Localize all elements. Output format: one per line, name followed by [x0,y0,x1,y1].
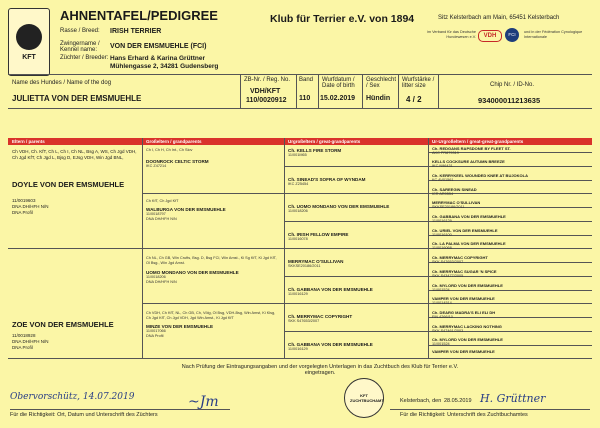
gp4-reg: 11/0017066 [146,329,166,333]
sire-dna-profile: DNA Profil [12,210,33,215]
litter-value: 4 / 2 [406,95,422,104]
registry-caption: Für die Richtigkeit: Unterschrift des Zuchtbuchamtes [400,412,528,418]
chip-value: 934000011213635 [478,96,541,105]
fci-membership: und in der Fédération Cynologique Internationale [524,30,583,39]
registry-signature: H. Grüttner [480,392,546,405]
gp3-dna: DNA DH/HFH N/N [146,280,177,284]
gggp-6: Ch. GABBANA VON DER EMSMUEHLE 11/0016129 [432,214,506,223]
band-value: 110 [299,95,311,102]
kennel-value: VON DER EMSMUEHLE (FCI) [110,43,207,50]
registry-date: 28.05.2019 [444,398,472,404]
ggp-6: Ch. GABBANA VON DER EMSMUEHLE 11/0016129 [288,287,373,296]
terrier-emblem-icon [16,24,42,50]
document-title: AHNENTAFEL/PEDIGREE [60,8,218,23]
gggp-16: VAMPER VON DER EMSMUEHLE [432,349,495,354]
chip-label: Chip Nr. / ID-No. [490,82,535,88]
breed-label: Rasse / Breed: [60,28,100,34]
gggp-2: KELLS COCKSURE AUTUMN BREEZE IKC N96431 [432,159,505,168]
litter-label: Wurfstärke / litter size [402,77,435,89]
stamp-text: KFT ZUCHTBUCHAMT [350,393,384,403]
logo-text: KFT [22,53,36,61]
dam-dna-profile: DNA Profil [12,345,33,350]
dam-reg: 11/0018928 [12,333,36,338]
ggp-3: Ch. UOMO MONDANO VON DER EMSMUEHLE 11/0018206 [288,204,390,213]
sire-reg: 11/0019603 [12,198,36,203]
gggp-10: Ch. MERRYMAC SUGAR 'N SPICE SKK S43477/2005 [432,269,497,278]
breeder-caption: Für die Richtigkeit: Ort, Datum und Unterschrift des Züchters [10,412,158,418]
club-logo [8,8,50,76]
col-grandparents: Großeltern / grandparents [146,139,202,144]
dam-name: ZOE VON DER EMSMUEHLE [12,320,114,329]
gggp-7: Ch. URIEL VON DER EMSMUEHLE 11/0016100 [432,228,498,237]
dog-name-label: Name des Hundes / Name of the dog [12,80,112,86]
grandparent-4 [146,311,280,339]
gp2-dna: DNA DH/HFH N/N [146,217,177,221]
breeder-label: Züchter / Breeder: [60,55,109,61]
ggp-7: Ch. MERRYMAC COPYRIGHT SKK S47653/2007 [288,314,353,323]
club-name: Klub für Terrier e.V. von 1894 [270,13,415,25]
band-label: Band [299,77,314,83]
gggp-12: VAMPER VON DER EMSMUEHLE 11/0014514 [432,296,495,305]
vdh-logo: VDH [478,30,502,42]
sex-value: Hündin [366,95,391,102]
gp4-name: MINZE VON DER EMSMUEHLE [146,324,214,329]
club-stamp [344,378,384,418]
gggp-4: Ch. SAREEGIN SINEAD ICR AR0554 [432,187,477,196]
gp3-reg: 11/0018206 [146,275,166,279]
gggp-1: Ch. REDGANS RAPSDONE BY FLEET ST. AKC PR879319 [432,146,511,155]
gggp-11: Ch. MYLORD VON DER EMSMUEHLE 11/001524 [432,283,503,292]
dob-value: 15.02.2019 [320,95,356,102]
gggp-9: Ch. MERRYMAC COPYRIGHT SKK S47653/2007 [432,255,488,264]
gggp-13: Ch. DEARG MADRA'S ELI ELI DH FIN 4266/10 [432,310,496,319]
sire-name: DOYLE VON DER EMSMUEHLE [12,180,125,189]
ggp-5: MERRYMAC O'SULLIVAN SKKSE20186/2011 [288,259,344,268]
gp3-titles: Ch NL, Ch GB, Win Crufts, Bsg. D, Bsg FCI, Win Amst., Ki Sg KfT, Ki Jgd KfT, Ol Bsg., Win Jgd Amst. [146,256,277,265]
reg-value: VDH/KFT [250,88,281,95]
ggp-8: Ch. GABBANA VON DER EMSMUEHLE 11/0016129 [288,342,373,351]
breeder-signature: Obervorschütz, 14.07.2019 [10,392,135,402]
fci-logo: FCI [505,28,519,42]
club-address: Sitz Kelsterbach am Main, 65451 Kelsterbach [438,15,560,21]
sire-dna: DNA DH/HFH N/N [12,204,49,209]
dog-name: JULIETTA VON DER EMSMUEHLE [12,94,142,103]
gggp-15: Ch. MYLORD VON DER EMSMUEHLE 11/001524 [432,337,503,346]
breeder-address: Mühlengasse 2, 34281 Gudensberg [110,63,219,70]
grandparent-1 [146,148,280,169]
gggp-5: MERRYMAC O'SULLIVAN SKKSE20186/2011 [432,200,481,209]
ggp-4: Ch. IRISH FELLOW EMPIRE 11/0016078 [288,232,349,241]
gp1-name: DOONROCK CELTIC STORM [146,159,209,164]
gp3-name: UOMO MONDANO VON DER EMSMUEHLE [146,270,239,275]
reg-label: ZB-Nr. / Reg. No. [244,77,291,83]
gp4-dna: DNA Profil [146,334,164,338]
gp2-name: WALBURGA VON DER EMSMUEHLE [146,207,226,212]
breed-value: IRISH TERRIER [110,28,162,35]
gggp-8: Ch. LA PALMA VON DER EMSMUEHLE 11/0016068 [432,241,506,250]
place-label: Kelsterbach, den [400,398,442,404]
sire-titles: Ch VDH, Ch. KfT, Ch L, Ch I, Ch NL, Bsg A, WS, Ch Jgd VDH, Ch Jgd KfT, Ch Jgd L, Bjsg D, EJsg VDH, Win Jgd BNL, [12,149,137,160]
dob-label: Wurfdatum / Date of birth [322,77,355,89]
ggp-1: Ch. KELLS FIRE STORM 11/001M65 [288,148,342,157]
grandparent-2 [146,199,280,222]
gp2-reg: 11/0018797 [146,212,166,216]
gggp-3: Ch. KERRYKEEL WOUNDED KNEE AT BUJOKOLA KC AV01561 [432,173,529,182]
col-ggg: Ur-Urgroßeltern / great-great-grandparents [432,139,524,144]
gp2-titles: Ch KfT, Ch Jgd KfT [146,199,179,203]
ggp-2: Ch. SINEAD'S SOFRA OF WYNDAM IKC Z25454 [288,177,366,186]
sex-label: Geschlecht / Sex [366,77,397,89]
gp1-reg: IKC Z47214 [146,164,167,168]
dam-dna: DNA DH/HFH N/N [12,339,49,344]
reg-number: 110/0020912 [246,97,287,104]
gp1-titles: Ch I, Ch H, Ch Int., Ch Slov [146,148,193,152]
kennel-label: Zwingername / Kennel name: [60,41,100,53]
col-parents: Eltern / parents [12,139,45,144]
vdh-membership: im Verband für das Deutsche Hundewesen e.V. [427,30,476,39]
gggp-14: Ch. MERRYMAC LACKING NOTHING SKK S47461/2003 [432,324,502,333]
grandparent-3 [146,256,280,285]
col-great-grandparents: Urgroßeltern / great-grandparents [288,139,361,144]
registration-statement: Nach Prüfung der Eintragungsangaben und der vorgelegten Unterlagen in das Zuchtbuch des Klub für Terrier e.V. eingetragen. [181,364,459,376]
gp4-titles: Ch VDH, Ch KfT, NL, Ch GB, Ch, Völg, Ol Bsg, VDH-Bsg, Win Amst, Ki Klsg, Ch Jgd KfT, Ch Jgd VDH, Jgd Win Amst., Ki Jgd KfT [146,311,276,320]
breeder-name: Hans Erhard & Karina Grüttner [110,55,205,62]
breeder-initials-signature: ~Jm [188,394,219,410]
